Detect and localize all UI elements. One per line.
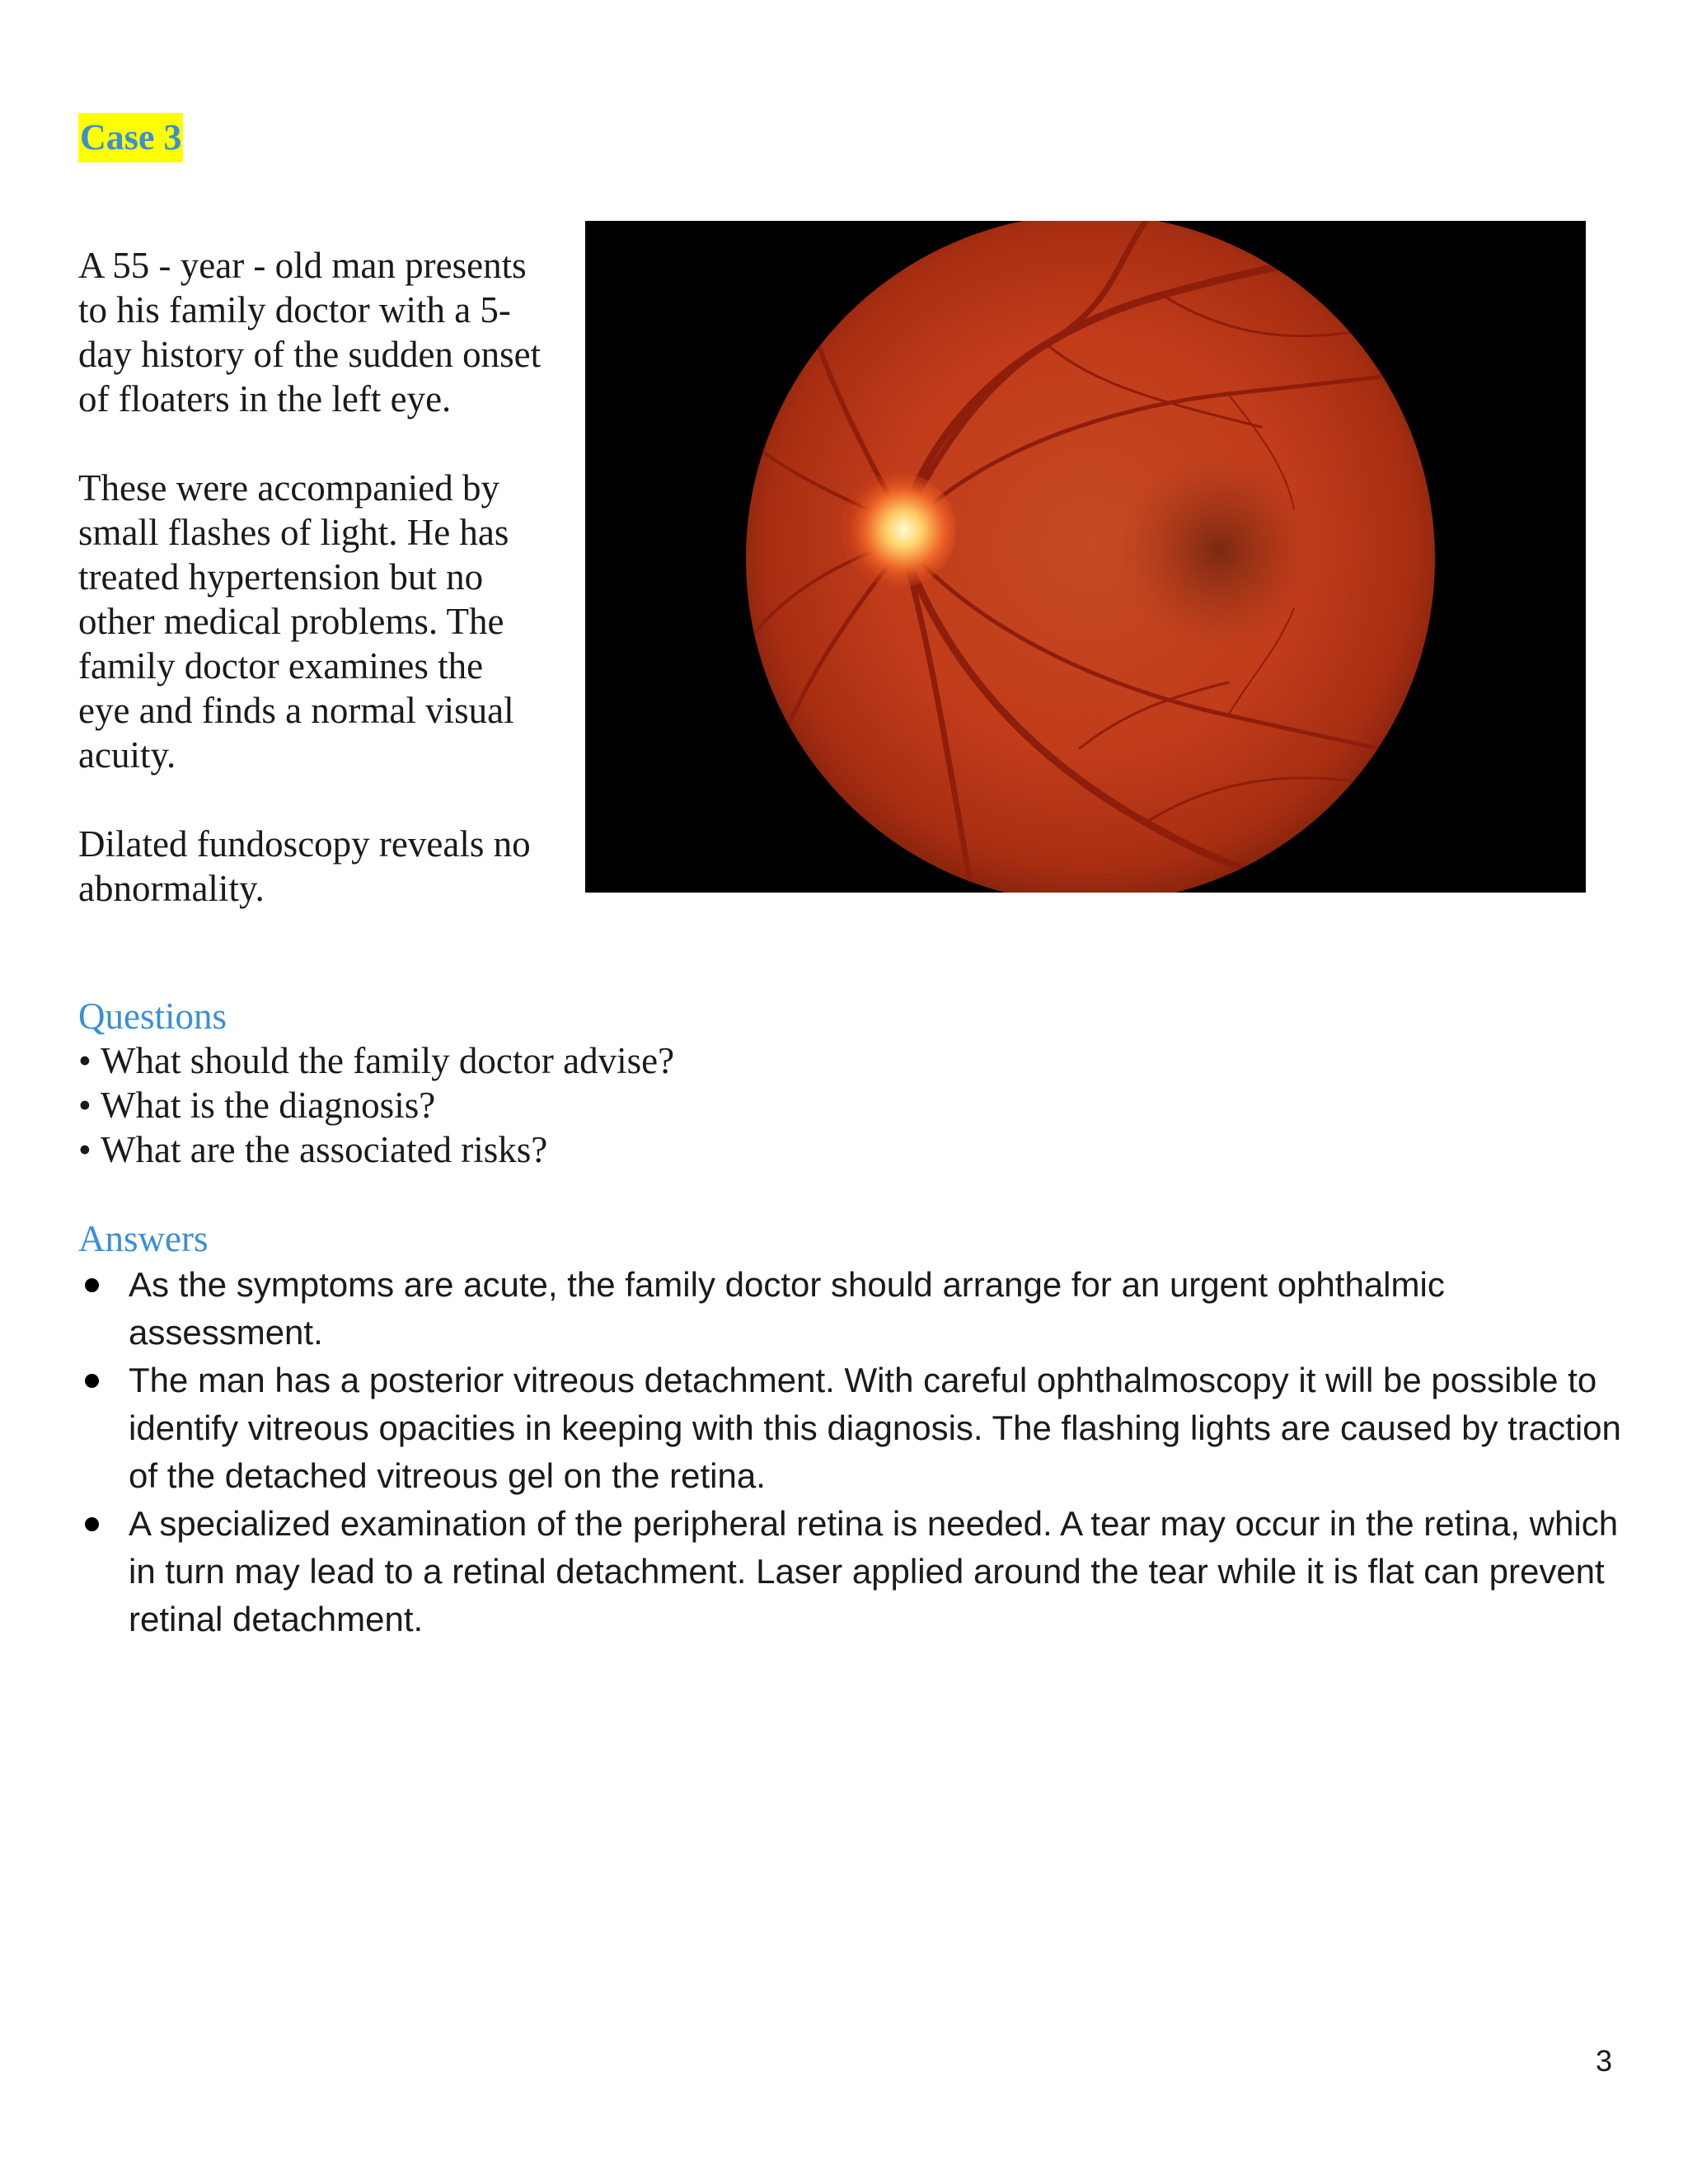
answer-text: The man has a posterior vitreous detachment. With careful ophthalmoscopy it will be possible to identify vitreous opacities in keeping with this diagnosis. The flashing lights are caused by traction of the detached vitreous gel on the retina. bbox=[129, 1361, 1621, 1495]
case-title: Case 3 bbox=[78, 113, 183, 162]
question-item: • What is the diagnosis? bbox=[78, 1083, 674, 1127]
answer-item bbox=[78, 1500, 1628, 1643]
fundus-image bbox=[585, 221, 1586, 893]
case-paragraph: These were accompanied by small flashes of light. He has treated hypertension but no other medical problems. The family doctor examines the eye and finds a normal visual acuity. bbox=[78, 467, 514, 776]
bullet-icon bbox=[85, 1278, 99, 1292]
answers-list bbox=[78, 1261, 1628, 1643]
case-paragraph: A 55 - year - old man presents to his family doctor with a 5- day history of the sudden onset of floaters in the left eye. bbox=[78, 245, 542, 419]
case-description bbox=[78, 243, 577, 955]
bullet-icon bbox=[85, 1374, 99, 1388]
question-item: • What should the family doctor advise? bbox=[78, 1038, 674, 1083]
page-number: 3 bbox=[1595, 2044, 1612, 2078]
bullet-icon bbox=[85, 1517, 99, 1531]
case-paragraph: Dilated fundoscopy reveals no abnormality. bbox=[78, 823, 531, 909]
answer-text: A specialized examination of the peripheral retina is needed. A tear may occur in the retina, which in turn may lead to a retinal detachment. Laser applied around the tear while it is flat can prevent retinal detachment. bbox=[129, 1504, 1619, 1638]
answer-item bbox=[78, 1357, 1628, 1500]
optic-disc bbox=[841, 472, 956, 588]
questions-list bbox=[78, 1038, 674, 1172]
answer-item bbox=[78, 1261, 1628, 1357]
answer-text: As the symptoms are acute, the family doctor should arrange for an urgent ophthalmic assessment. bbox=[129, 1265, 1445, 1352]
questions-heading: Questions bbox=[78, 996, 227, 1037]
answers-heading: Answers bbox=[78, 1218, 209, 1259]
question-item: • What are the associated risks? bbox=[78, 1127, 674, 1172]
macula bbox=[1121, 452, 1319, 649]
fundus-photograph-icon bbox=[585, 221, 1586, 893]
